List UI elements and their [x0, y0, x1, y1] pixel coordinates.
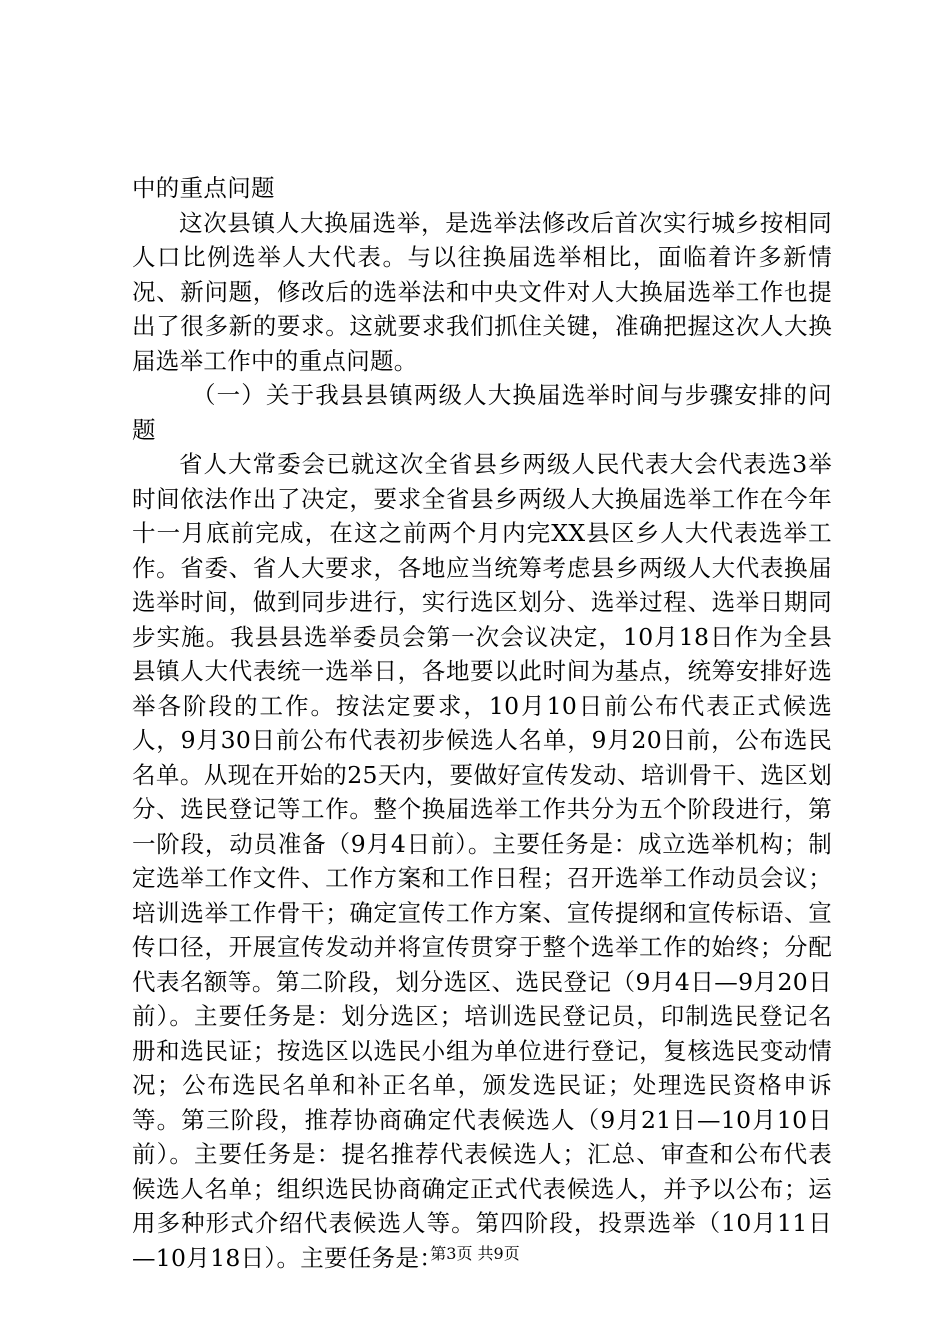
document-body	[132, 171, 832, 1275]
page-footer	[0, 1244, 950, 1264]
paragraph-intro: 这次县镇人大换届选举，是选举法修改后首次实行城乡按相同人口比例选举人大代表。与以往换届选举相比，面临着许多新情况、新问题，修改后的选举法和中央文件对人大换届选举工作也提出了很多新的要求。这就要求我们抓住关键，准确把握这次人大换届选举工作中的重点问题。	[132, 208, 832, 375]
page-number: 第3页 共9页	[430, 1244, 520, 1263]
paragraph-heading-continuation: 中的重点问题	[132, 174, 275, 202]
section-heading-1: （一）关于我县县镇两级人大换届选举时间与步骤安排的问题	[132, 381, 832, 444]
paragraph-schedule: 省人大常委会已就这次全省县乡两级人民代表大会代表选3举时间依法作出了决定，要求全省县乡两级人大换届选举工作在今年十一月底前完成，在这之前两个月内完XX县区乡人大代表选举工作。省委、省人大要求，各地应当统筹考虑县乡两级人大代表换届选举时间，做到同步进行，实行选区划分、选举过程、选举日期同步实施。我县县选举委员会第一次会议决定，10月18日作为全县县镇人大代表统一选举日，各地要以此时间为基点，统筹安排好选举各阶段的工作。按法定要求，10月10日前公布代表正式候选人，9月30日前公布代表初步候选人名单，9月20日前，公布选民名单。从现在开始的25天内，要做好宣传发动、培训骨干、选区划分、选民登记等工作。整个换届选举工作共分为五个阶段进行，第一阶段，动员准备（9月4日前）。主要任务是：成立选举机构；制定选举工作文件、工作方案和工作日程；召开选举工作动员会议；培训选举工作骨干；确定宣传工作方案、宣传提纲和宣传标语、宣传口径，开展宣传发动并将宣传贯穿于整个选举工作的始终；分配代表名额等。第二阶段，划分选区、选民登记（9月4日—9月20日前）。主要任务是：划分选区；培训选民登记员，印制选民登记名册和选民证；按选区以选民小组为单位进行登记，复核选民变动情况；公布选民名单和补正名单，颁发选民证；处理选民资格申诉等。第三阶段，推荐协商确定代表候选人（9月21日—10月10日前）。主要任务是：提名推荐代表候选人；汇总、审查和公布代表候选人名单；组织选民协商确定正式代表候选人，并予以公布；运用多种形式介绍代表候选人等。第四阶段，投票选举（10月11日—10月18日）。主要任务是：	[132, 450, 832, 1272]
